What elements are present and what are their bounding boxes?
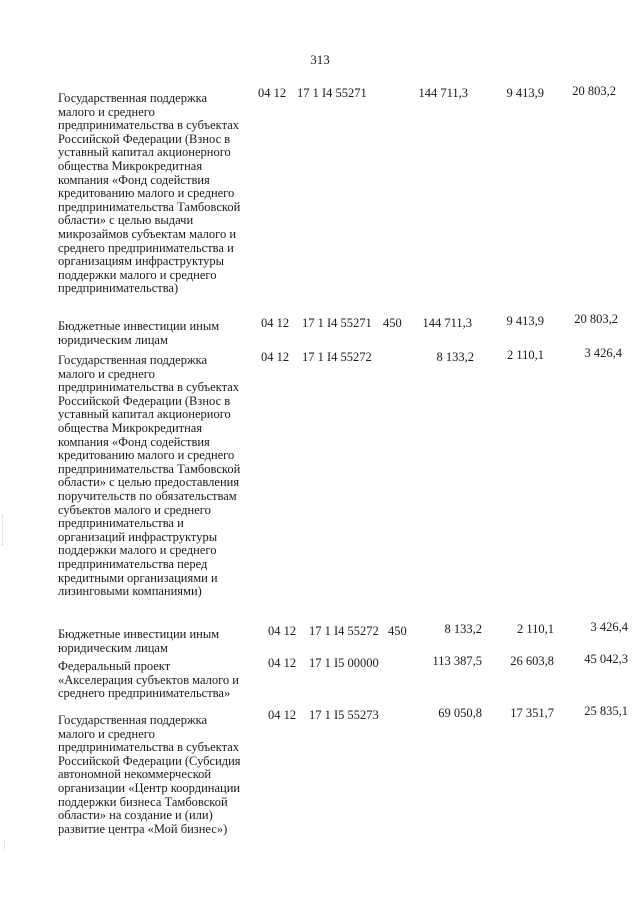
- expense-type-code: 450: [388, 624, 407, 638]
- amount-year-1: 113 387,5: [432, 654, 482, 668]
- amount-year-1: 8 133,2: [444, 622, 482, 636]
- section-code: 04 12: [268, 656, 297, 670]
- section-code: 04 12: [268, 708, 297, 722]
- target-code: 17 1 I4 55272: [309, 624, 379, 638]
- amount-year-3: 3 426,4: [584, 346, 622, 360]
- amount-year-3: 20 803,2: [572, 84, 616, 98]
- section-code: 04 12: [261, 316, 290, 330]
- amount-year-2: 2 110,1: [506, 348, 544, 362]
- target-code: 17 1 I4 55272: [302, 350, 372, 364]
- row-description: Бюджетные инвестиции иным юридическим лицам: [58, 627, 220, 655]
- row-description: Государственная поддержка малого и среднего предпринимательства в субъектах Российской Федерации (Взнос в уставный капитал акционерного общества Микрокредитная компания «Фонд содействия кредитованию малого и среднего предпринимательства Тамбовской области» с целью выдачи микрозаймов субъектам малого и среднего предпринимательства и организациям инфраструктуры поддержки малого и среднего предпринимательства): [58, 91, 241, 296]
- amount-year-1: 144 711,3: [418, 86, 468, 100]
- amount-year-3: 25 835,1: [584, 704, 628, 718]
- amount-year-3: 3 426,4: [590, 620, 628, 634]
- amount-year-1: 69 050,8: [438, 706, 482, 720]
- amount-year-2: 9 413,9: [506, 314, 544, 328]
- target-code: 17 1 I5 55273: [309, 708, 379, 722]
- amount-year-2: 17 351,7: [510, 706, 554, 720]
- scan-artifact: [4, 840, 7, 852]
- amount-year-3: 20 803,2: [574, 312, 618, 326]
- row-description: Государственная поддержка малого и среднего предпринимательства в субъектах Российской Федерации (Взнос в уставный капитал акционериого общества Микрокредитная компания «Фонд содействия кредитованию малого и среднего предпринимательства Тамбовской области» с целью предоставления поручительств по обязательствам субъектов малого и среднего предпринимательства и организаций инфраструктуры поддержки малого и среднего предпринимательства перед кредитными организациями и лизинговыми компаниями): [58, 353, 241, 599]
- target-code: 17 1 I4 55271: [302, 316, 372, 330]
- amount-year-1: 144 711,3: [422, 316, 472, 330]
- row-description: Государственная поддержка малого и среднего предпринимательства в субъектах Российской Федерации (Субсидия автономной некоммерческой организации «Центр координации поддержки бизнеса Тамбовской области» на создание и (или) развитие центра «Мой бизнес»): [58, 713, 241, 836]
- row-description: Бюджетные инвестиции иным юридическим лицам: [58, 319, 220, 347]
- expense-type-code: 450: [383, 316, 402, 330]
- target-code: 17 1 I5 00000: [309, 656, 379, 670]
- page-number: 313: [310, 52, 330, 67]
- amount-year-1: 8 133,2: [436, 350, 474, 364]
- amount-year-3: 45 042,3: [584, 652, 628, 666]
- scan-artifact: [2, 515, 9, 545]
- section-code: 04 12: [268, 624, 297, 638]
- section-code: 04 12: [258, 86, 287, 100]
- amount-year-2: 26 603,8: [510, 654, 554, 668]
- section-code: 04 12: [261, 350, 290, 364]
- row-description: Федеральный проект «Акселерация субъектов малого и среднего предпринимательства»: [58, 659, 239, 701]
- amount-year-2: 9 413,9: [506, 86, 544, 100]
- target-code: 17 1 I4 55271: [297, 86, 367, 100]
- amount-year-2: 2 110,1: [516, 622, 554, 636]
